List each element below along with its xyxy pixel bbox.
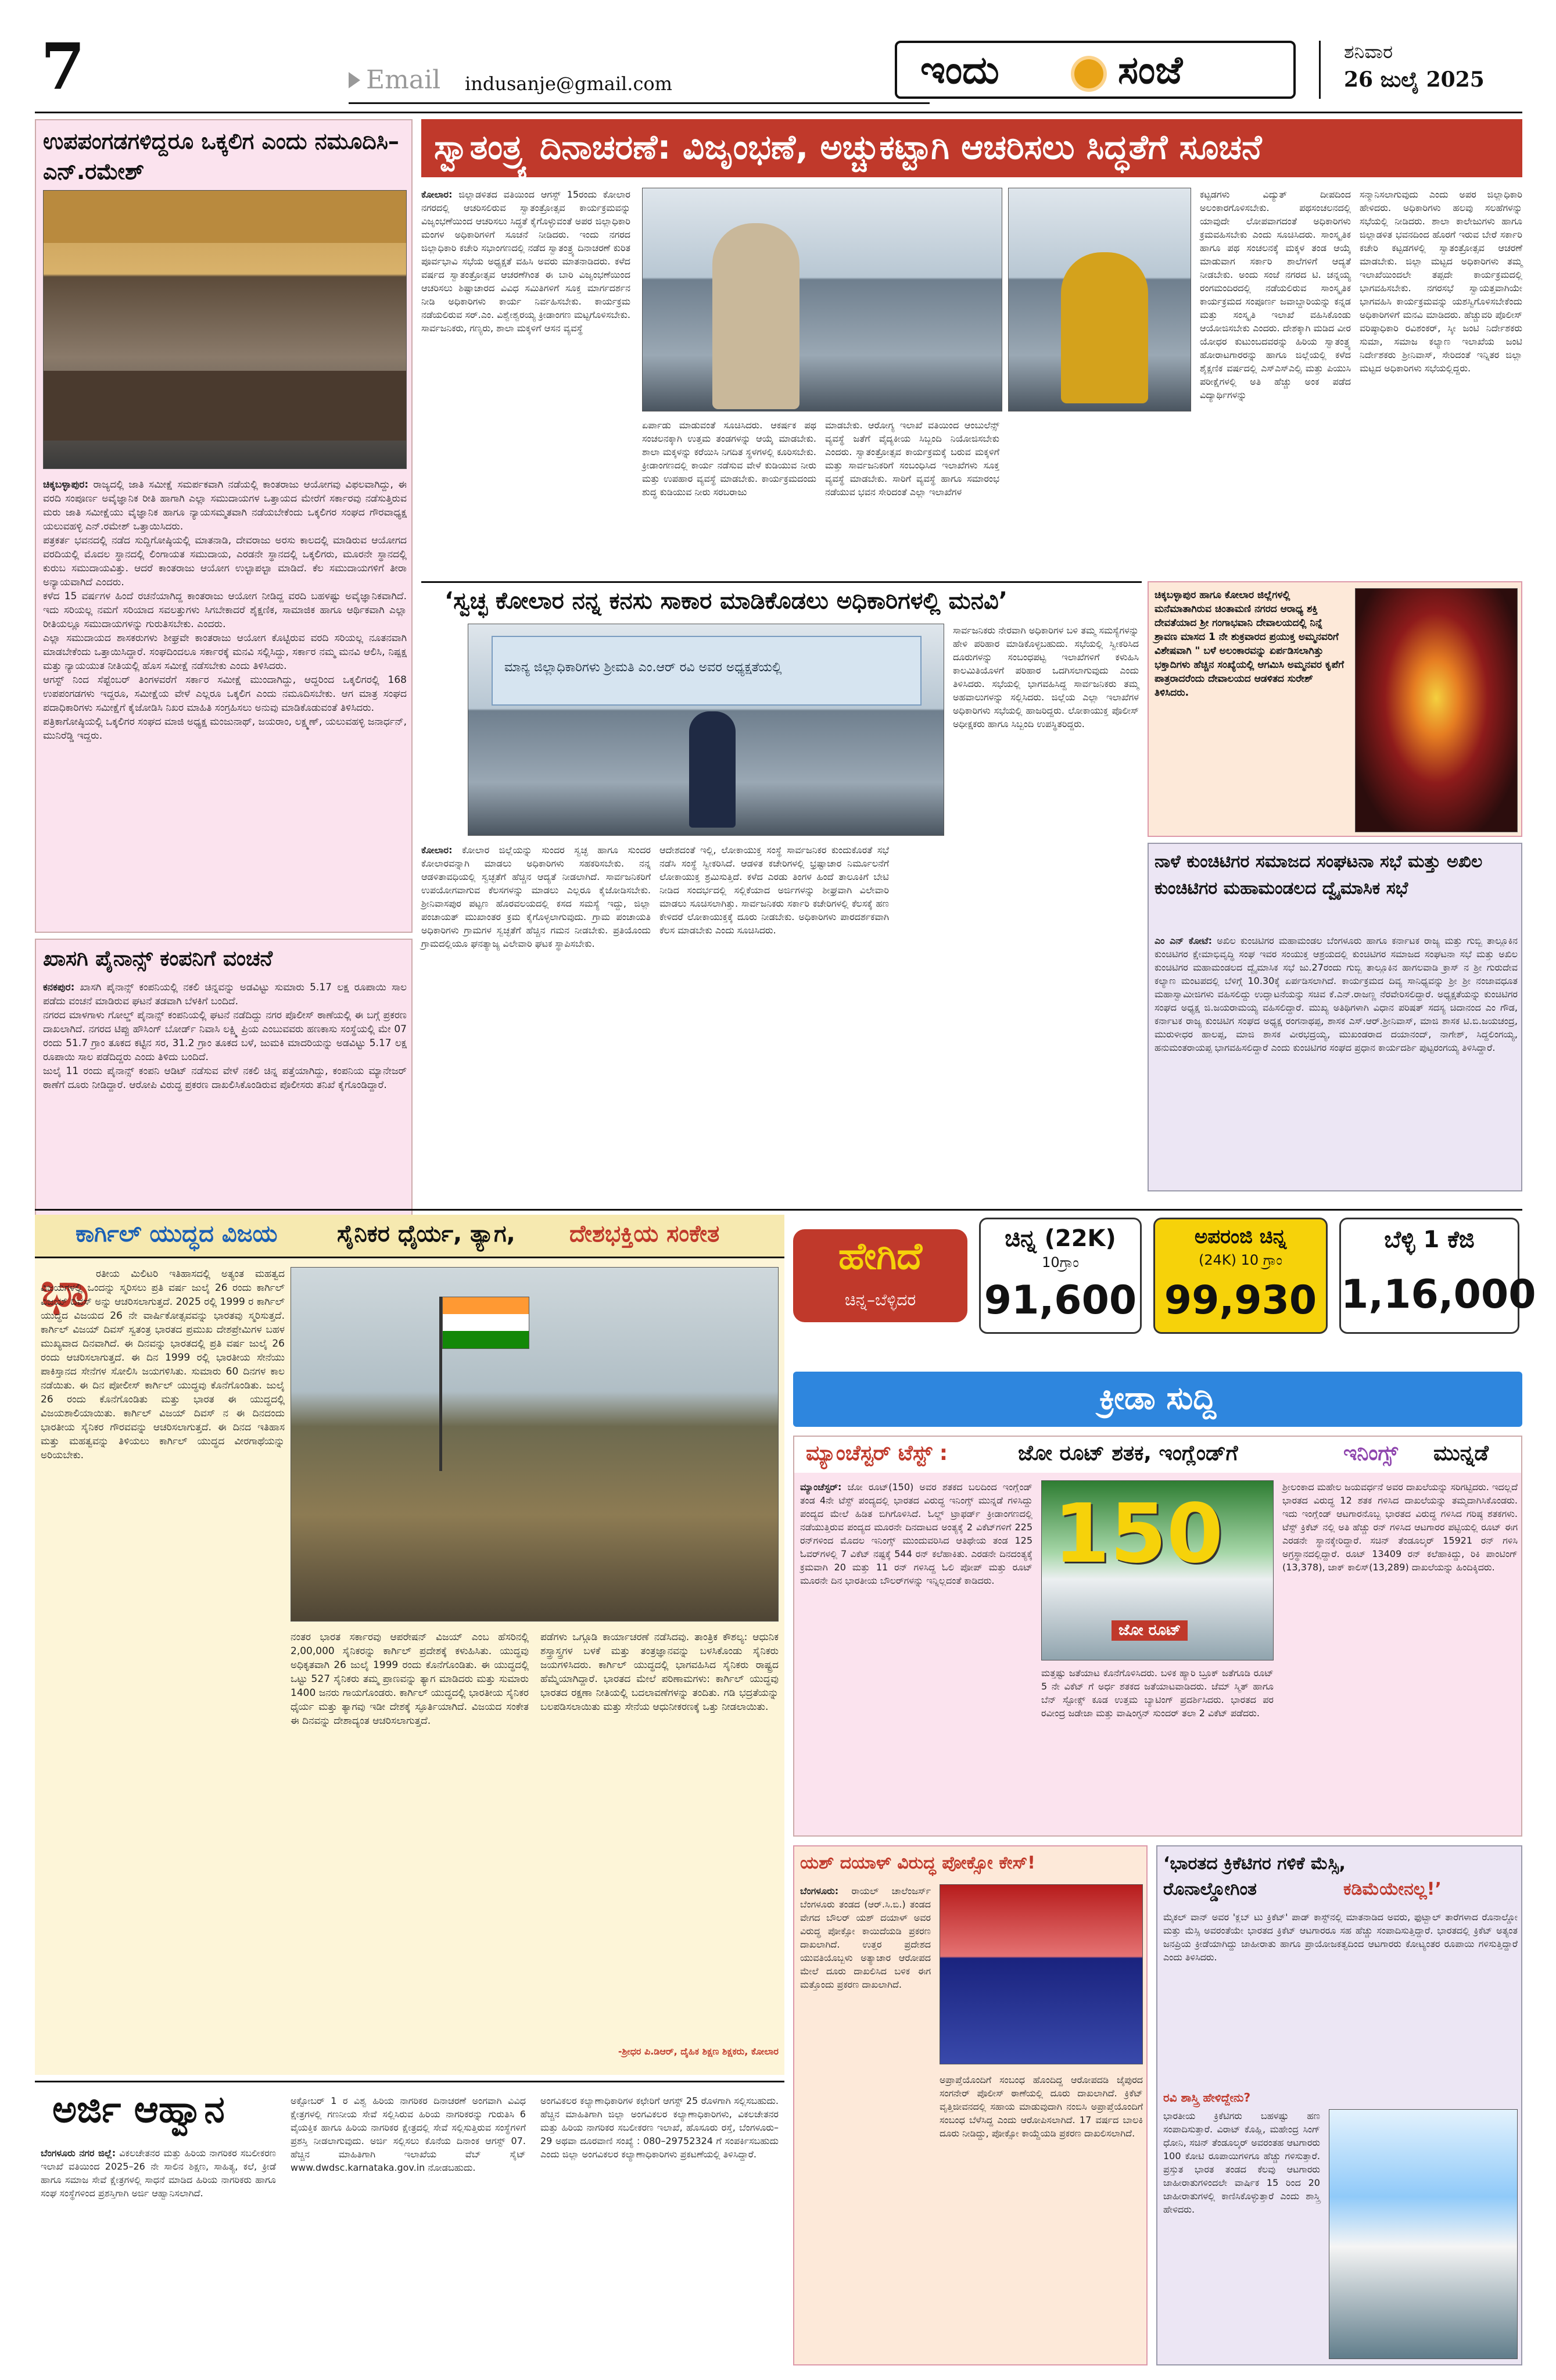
sports-banner: [793, 1372, 1522, 1427]
story-column: [1163, 2109, 1320, 2216]
paragraph: ಸನ್ಮಾನಿಸಲಾಗುವುದು ಎಂದು ಅಪರ ಜಿಲ್ಲಾಧಿಕಾರಿ ಹೇಳಿದರು. ಅಧಿಕಾರಿಗಳು ಹಲವು ಸಲಹೆಗಳನ್ನು ಸಭೆಯಲ್ಲಿ ನೀಡಿದರು. ಶಾಲಾ ಕಾಲೇಜುಗಳು ಹಾಗೂ ಜಿಲ್ಲಾಡಳಿತ ಭವನದಿಂದ ಹೊರಗೆ ಇರುವ ಬೇರೆ ಸರ್ಕಾರಿ ಕಚೇರಿ ಕಟ್ಟಡಗಳಲ್ಲಿ ಸ್ವಾತಂತ್ರೋತ್ಸವ ಆಚರಣೆ ಮಾಡಬೇಕು. ಜಿಲ್ಲಾ ಮಟ್ಟದ ಅಧಿಕಾರಿಗಳು ತಮ್ಮ ಇಲಾಖೆಯಿಂದಲೇ ತಪ್ಪದೇ ಕಾರ್ಯಕ್ರಮದಲ್ಲಿ ಭಾಗವಹಿಸಬೇಕು. ನಗರಸಭೆ ಸ್ವಾಯತ್ತವಾಗಿಯೇ ಭಾಗವಹಿಸಿ ಕಾರ್ಯಕ್ರಮವನ್ನು ಯಶಸ್ವಿಗೊಳಿಸಬೇಕೆಂದು ಅಧಿಕಾರಿಗಳಿಗೆ ಮನವಿ ಮಾಡಿದರು. ಹೆಚ್ಚುವರಿ ಪೊಲೀಸ್ ವರಿಷ್ಠಾಧಿಕಾರಿ ರವಿಶಂಕರ್, ಸ್ಕೀ ಜಂಟಿ ನಿರ್ದೇಶಕರು ಸುಮಾ, ಸಮಾಜ ಕಲ್ಯಾಣ ಇಲಾಖೆಯ ಜಂಟಿ ನಿರ್ದೇಶಕರು ಶ್ರೀನಿವಾಸ್, ಸೇರಿದಂತೆ ಇನ್ನಿತರ ಜಿಲ್ಲಾ ಮಟ್ಟದ ಅಧಿಕಾರಿಗಳು ಸಭೆಯಲ್ಲಿದ್ದರು.: [1360, 189, 1522, 374]
paragraph: ಪತ್ರಿಕಾಗೋಷ್ಠಿಯಲ್ಲಿ ಒಕ್ಕಲಿಗರ ಸಂಘದ ಮಾಜಿ ಅಧ್ಯಕ್ಷ ಮಂಜುನಾಥ್, ಜಯರಾಂ, ಲಕ್ಷ್ಮಣ್, ಯಲುವಹಳ್ಳಿ ಜನಾರ್ಧನ್, ಮುನಿರೆಡ್ಡಿ ಇದ್ದರು.: [43, 716, 407, 742]
paragraph: ಭಾರತೀಯ ಕ್ರಿಕೆಟಿಗರು ಬಹಳಷ್ಟು ಹಣ ಸಂಪಾದಿಸುತ್ತಾರೆ. ವಿರಾಟ್ ಕೊಹ್ಲಿ, ಮಹೇಂದ್ರ ಸಿಂಗ್ ಧೋನಿ, ಸಚಿನ್ ತೆಂಡೂಲ್ಕರ್ ಅವರಂತಹ ಆಟಗಾರರು 100 ಕೋಟಿ ರೂಪಾಯಿಗಳಿಗೂ ಹೆಚ್ಚು ಗಳಿಸುತ್ತಾರೆ. ಪ್ರಸ್ತುತ ಭಾರತ ತಂಡದ ಕೆಲವು ಆಟಗಾರರು ಜಾಹೀರಾತುಗಳಿಂದಲೇ ವಾರ್ಷಿಕ 15 ರಿಂದ 20 ಜಾಹೀರಾತುಗಳಲ್ಲಿ ಕಾಣಿಸಿಕೊಳ್ಳುತ್ತಾರೆ ಎಂದು ಶಾಸ್ತ್ರಿ ಹೇಳಿದರು.: [1163, 2110, 1320, 2215]
headline-part: ಕಾರ್ಗಿಲ್ ಯುದ್ಧದ ವಿಜಯ: [76, 1221, 278, 1247]
story-column: [825, 418, 999, 499]
box-label: ಬೆಳ್ಳಿ 1 ಕೆಜಿ: [1384, 1226, 1475, 1253]
dateline: ಮ್ಯಾಂಚೆಸ್ಟರ್:: [800, 1481, 842, 1493]
press-meet-photo: [43, 190, 407, 469]
photo-name-tag: ಜೋ ರೂಟ್: [1112, 1620, 1188, 1641]
headline-part: ರೊನಾಲ್ಡೋಗಿಂತ: [1163, 1879, 1257, 1899]
silver-box: [1339, 1218, 1536, 1334]
story-body: [43, 478, 407, 743]
headline-bar: [35, 1215, 784, 1258]
email-link[interactable]: indusanje@gmail.com: [465, 73, 672, 95]
story-column: [642, 418, 816, 499]
story-yash-dayal: [793, 1845, 1148, 2365]
banner-strip: [44, 191, 406, 243]
paragraph: ವಿಕಲಚೇತನರ ಮತ್ತು ಹಿರಿಯ ನಾಗರಿಕರ ಸಬಲೀಕರಣ ಇಲಾಖೆ ವತಿಯಿಂದ 2025–26 ನೇ ಸಾಲಿನ ಶಿಕ್ಷಣ, ಸಾಹಿತ್ಯ, ಕಲೆ, ಕ್ರೀಡೆ ಹಾಗೂ ಸಮಾಜ ಸೇವೆ ಕ್ಷೇತ್ರಗಳಲ್ಲಿ ಸಾಧನೆ ಮಾಡಿದ ಹಿರಿಯ ನಾಗರಿಕರು ಹಾಗೂ ಸಂಘ ಸಂಸ್ಥೆಗಳಿಂದ ಪ್ರಶಸ್ತಿಗಾಗಿ ಅರ್ಜಿ ಆಹ್ವಾನಿಸಲಾಗಿದೆ.: [41, 2148, 276, 2199]
paragraph: ರಾಜ್ಯದಲ್ಲಿ ಜಾತಿ ಸಮೀಕ್ಷೆ ಸಮರ್ಪಕವಾಗಿ ನಡೆಯಲ್ಲಿ ಕಾಂತರಾಜು ಆಯೋಗವು ವಿಫಲವಾಗಿದ್ದು, ಈ ವರದಿ ಸಂಪೂರ್ಣ ಅವೈಜ್ಞಾನಿಕ ರೀತಿ ಹಾಗಾಗಿ ಎಲ್ಲಾ ಸಮುದಾಯಗಳ ಒತ್ತಾಯದ ಮೇರೆಗೆ ಸರ್ಕಾರವು ನಡೆಸುತ್ತಿರುವ ಮರು ಜಾತಿ ಸಮೀಕ್ಷೆಯು ವೈಜ್ಞಾನಿಕ ಹಾಗೂ ನ್ಯಾಯಸಮ್ಮತವಾಗಿ ನಡೆಯಬೇಕೆಂದು ಒಕ್ಕಲಿಗರ ಸಂಘದ ಗೌರವಾಧ್ಯಕ್ಷ ಯಲುವಹಳ್ಳಿ ಎನ್.ರಮೇಶ್ ಒತ್ತಾಯಿಸಿದರು.: [43, 479, 407, 532]
woman-figure: [1061, 252, 1148, 403]
sports-banner-text: ಕ್ರೀಡಾ ಸುದ್ದಿ: [1099, 1380, 1216, 1416]
headline-bar: [421, 119, 1522, 177]
story-column: [421, 843, 651, 950]
headline: ಸ್ವಾತಂತ್ರ್ಯ ದಿನಾಚರಣೆ: ವಿಜೃಂಭಣೆ, ಅಚ್ಚುಕಟ್ಟಾಗಿ ಆಚರಿಸಲು ಸಿದ್ಧತೆಗೆ ಸೂಚನೆ: [434, 127, 1262, 167]
story-kargil: [35, 1215, 784, 2075]
dateline: ಕನಕಪುರ:: [43, 982, 75, 993]
story-root-century: [793, 1436, 1522, 1837]
paragraph: ಮೈಕಲ್ ವಾನ್ ಅವರ 'ಕ್ಲಬ್ ಟು ಕ್ರಿಕೆಟ್' ಪಾಡ್ ಕಾಸ್ಟ್‌ನಲ್ಲಿ ಮಾತನಾಡಿದ ಅವರು, ಫುಟ್ಬಾಲ್ ತಾರೆಗಳಾದ ರೊನಾಲ್ಡೋ ಮತ್ತು ಮೆಸ್ಸಿ ಅವರಂತೆಯೇ ಭಾರತದ ಕ್ರಿಕೆಟ್ ಆಟಗಾರರೂ ಸಹ ಹೆಚ್ಚು ಸಂಪಾದಿಸುತ್ತಿದ್ದಾರೆ. ಭಾರತದಲ್ಲಿ ಕ್ರಿಕೆಟ್ ಅತ್ಯಂತ ಜನಪ್ರಿಯ ಕ್ರೀಡೆಯಾಗಿದ್ದು ಜಾಹೀರಾತು ಹಾಗೂ ಪ್ರಾಯೋಜಕತ್ವದಿಂದ ಆಟಗಾರರು ಕೋಟ್ಯಂತರ ರೂಪಾಯಿ ಗಳಿಸುತ್ತಿದ್ದಾರೆ ಎಂದು ತಿಳಿಸಿದರು.: [1163, 1912, 1518, 1963]
goddess-photo: [1355, 588, 1518, 832]
story-finance-fraud: [35, 939, 413, 1261]
headline: ಯಶ್ ದಯಾಳ್ ವಿರುದ್ಧ ಪೋಕ್ಸೋ ಕೇಸ್!: [800, 1853, 1035, 1873]
headline-part: ದೇಶಭಕ್ತಿಯ ಸಂಕೇತ: [569, 1221, 720, 1247]
paragraph: ಜಿಲ್ಲಾಡಳಿತದ ವತಿಯಿಂದ ಆಗಸ್ಟ್ 15ರಂದು ಕೋಲಾರ ನಗರದಲ್ಲಿ ಆಚರಿಸಲಿರುವ ಸ್ವಾತಂತ್ರೋತ್ಸವ ಕಾರ್ಯಕ್ರಮವನ್ನು ವಿಜೃಂಭಣೆಯಿಂದ ಆಚರಿಸಲು ಸಿದ್ಧತೆ ಕೈಗೊಳ್ಳುವಂತೆ ಅಪರ ಜಿಲ್ಲಾಧಿಕಾರಿ ಮಂಗಳ ಅಧಿಕಾರಿಗಳಿಗೆ ಸೂಚನೆ ನೀಡಿದರು. ಇಂದು ನಗರದ ಜಿಲ್ಲಾಧಿಕಾರಿ ಕಚೇರಿ ಸಭಾಂಗಣದಲ್ಲಿ ನಡೆದ ಸ್ವಾತಂತ್ರ್ಯ ದಿನಾಚರಣೆ ಕುರಿತ ಪೂರ್ವಭಾವಿ ಸಭೆಯ ಅಧ್ಯಕ್ಷತೆ ವಹಿಸಿ ಅವರು ಮಾತನಾಡಿದರು. ಕಳೆದ ವರ್ಷದ ಸ್ವಾತಂತ್ರೋತ್ಸವ ಆಚರಣೆಗಿಂತ ಈ ಬಾರಿ ವಿಜೃಂಭಣೆಯಿಂದ ಆಚರಿಸಲು ಶಿಷ್ಟಾಚಾರದ ವಿವಿಧ ಸಮಿತಿಗಳಿಗೆ ಸೂಕ್ತ ಮಾರ್ಗದರ್ಶನ ನೀಡಿ ಅಧಿಕಾರಿಗಳು ಕಾರ್ಯ ನಿರ್ವಹಿಸಬೇಕು. ಕಾರ್ಯಕ್ರಮ ನಡೆಯಲಿರುವ ಸರ್.ಎಂ. ವಿಶ್ವೇಶ್ವರಯ್ಯ ಕ್ರೀಡಾಂಗಣ ಮಟ್ಟಗೊಳಿಸಬೇಕು. ಸಾರ್ವಜನಿಕರು, ಗಣ್ಯರು, ಶಾಲಾ ಮಕ್ಕಳಿಗೆ ಆಸನ ವ್ಯವಸ್ಥೆ: [421, 189, 631, 334]
masthead-underline: [349, 102, 930, 104]
email-label: Email: [366, 65, 441, 95]
paragraph: ಎಲ್ಲಾ ಸಮುದಾಯದ ಶಾಸಕರುಗಳು ಶೀಘ್ರವೇ ಕಾಂತರಾಜು ಆಯೋಗ ಕೊಟ್ಟಿರುವ ವರದಿ ಸರಿಯಲ್ಲ ನೂತನವಾಗಿ ಮಾಡಬೇಕೆಂದು ಒತ್ತಾಯಿಸಿದ್ದಾರೆ. ಸಂಘದಿಂದಲೂ ಸರ್ಕಾರಕ್ಕೆ ಮನವಿ ಸಲ್ಲಿಸಿದ್ದು, ಸರ್ಕಾರ ನಮ್ಮ ಮನವಿ ಆಲಿಸಿ, ನಿಷ್ಪಕ್ಷ ಮತ್ತು ನ್ಯಾಯಯುತ ನೀತಿಯಲ್ಲಿ ಹೊಸ ಸಮೀಕ್ಷೆ ನಡೆಸಬೇಕು ಎಂದು ತಿಳಿಸಿದರು.: [43, 632, 407, 672]
paragraph: ಮತ್ತಷ್ಟು ಜತೆಯಾಟ ಕೊನೆಗೊಳಿಸಿದರು. ಬಳಿಕ ಹ್ಯಾರಿ ಬ್ರೂಕ್ ಜತೆಗೂಡಿ ರೂಟ್ 5 ನೇ ವಿಕೆಟ್ ಗೆ ಅರ್ಧ ಶತಕದ ಜತೆಯಾಟವಾಡಿದರು. ಜೆಮ್ ಸ್ಮಿತ್ ಹಾಗೂ ಬೆನ್ ಸ್ಟೋಕ್ಸ್ ಕೂಡ ಉತ್ತಮ ಬ್ಯಾಟಿಂಗ್ ಪ್ರದರ್ಶಿಸಿದರು. ಭಾರತದ ಪರ ರವೀಂದ್ರ ಜಡೇಜಾ ಮತ್ತು ವಾಷಿಂಗ್ಟನ್ ಸುಂದರ್ ತಲಾ 2 ವಿಕೆಟ್ ಪಡೆದರು.: [1041, 1667, 1274, 1719]
box-value: 1,16,000: [1341, 1272, 1536, 1318]
dateline: ಬೆಂಗಳೂರು:: [800, 1885, 839, 1896]
story-column: [800, 1480, 1032, 1587]
section-rule: [35, 1209, 1522, 1211]
gold-22k-box: [979, 1218, 1142, 1334]
story-kunchitiga: [1148, 843, 1522, 1191]
headline-part: ಕಡಿಮೆಯೇನಲ್ಲ!’: [1343, 1879, 1442, 1899]
title-sub: ಚಿನ್ನ–ಬೆಳ್ಳಿದರ: [844, 1290, 916, 1309]
paragraph: ಏರ್ಪಾಡು ಮಾಡುವಂತೆ ಸೂಚಿಸಿದರು. ಆಕರ್ಷಕ ಪಥ ಸಂಚಲನಕ್ಕಾಗಿ ಉತ್ತಮ ತಂಡಗಳನ್ನು ಆಯ್ಕೆ ಮಾಡಬೇಕು. ಶಾಲಾ ಮಕ್ಕಳನ್ನು ಕರೆಯಿಸಿ ನಿಗದಿತ ಸ್ಥಳಗಳಲ್ಲಿ ಕೂರಿಸಬೇಕು. ಕ್ರೀಡಾಂಗಣದಲ್ಲಿ ಕಾರ್ಯ ನಡೆಸುವ ವೇಳೆ ಕುಡಿಯುವ ನೀರು ಮತ್ತು ಉಪಹಾರ ವ್ಯವಸ್ಥೆ ಮಾಡಬೇಕು. ಕಾರ್ಯಕ್ರಮದಂದು ಶುದ್ಧ ಕುಡಿಯುವ ನೀರು ಸರಬರಾಜು: [642, 420, 816, 498]
dateline: ಚಿಕ್ಕಬಳ್ಳಾಪುರ:: [43, 479, 89, 491]
paragraph: ರಾಯಲ್ ಚಾಲೆಂಜರ್ಸ್ ಬೆಂಗಳೂರು ತಂಡದ (ಆರ್.ಸಿ.ಬಿ.) ತಂಡದ ವೇಗದ ಬೌಲರ್ ಯಶ್ ದಯಾಳ್ ಅವರ ವಿರುದ್ಧ ಪೋಕ್ಸೋ ಕಾಯಿದೆಯಡಿ ಪ್ರಕರಣ ದಾಖಲಾಗಿದೆ. ಉತ್ತರ ಪ್ರದೇಶದ ಯುವತಿಯೊಬ್ಬಳು ಅತ್ಯಾಚಾರ ಆರೋಪದ ಮೇಲೆ ದೂರು ದಾಖಲಿಸಿದ ಬಳಿಕ ಈಗ ಮತ್ತೊಂದು ಪ್ರಕರಣ ದಾಖಲಾಗಿದೆ.: [800, 1885, 931, 1990]
photo-number: 150: [1053, 1487, 1224, 1581]
paragraph: ಅಂಗವಿಕಲರ ಕಲ್ಯಾಣಾಧಿಕಾರಿಗಳ ಕಛೇರಿಗೆ ಆಗಸ್ಟ್ 25 ರೊಳಗಾಗಿ ಸಲ್ಲಿಸಬಹುದು. ಹೆಚ್ಚಿನ ಮಾಹಿತಿಗಾಗಿ ಜಿಲ್ಲಾ ಅಂಗವಿಕಲರ ಕಲ್ಯಾಣಾಧಿಕಾರಿಗಳು, ವಿಕಲಚೇತನರ ಮತ್ತು ಹಿರಿಯ ನಾಗರಿಕರ ಸಬಲೀಕರಣ ಇಲಾಖೆ, ಹೊಸೂರು ರಸ್ತೆ, ಬೆಂಗಳೂರು–29 ಅಥವಾ ದೂರವಾಣಿ ಸಂಖ್ಯೆ : 080–29752324 ಗೆ ಸಂಪರ್ಕಿಸಬಹುದು ಎಂದು ಜಿಲ್ಲಾ ಅಂಗವಿಕಲರ ಕಲ್ಯಾಣಾಧಿಕಾರಿಗಳು ಪ್ರಕಟಣೆಯಲ್ಲಿ ತಿಳಿಸಿದ್ದಾರೆ.: [540, 2095, 779, 2160]
story-text: ಚಿಕ್ಕಬಳ್ಳಾಪುರ ಹಾಗೂ ಕೋಲಾರ ಜಿಲ್ಲೆಗಳಲ್ಲಿ ಮನೆಮಾತಾಗಿರುವ ಚಿಂತಾಮಣಿ ನಗರದ ಆರಾಧ್ಯ ಶಕ್ತಿ ದೇವತೆಯಾದ ಶ್ರೀ ಗಂಗಾಭವಾನಿ ದೇವಾಲಯದಲ್ಲಿ ನಿನ್ನೆ ಶ್ರಾವಣ ಮಾಸದ 1 ನೇ ಶುಕ್ರವಾರದ ಪ್ರಯುಕ್ತ ಅಮ್ಮನವರಿಗೆ ವಿಶೇಷವಾಗಿ " ಬಳೆ ಅಲಂಕಾರವನ್ನು ಏರ್ಪಡಿಸಲಾಗಿತ್ತು ಭಕ್ತಾದಿಗಳು ಹೆಚ್ಚಿನ ಸಂಖ್ಯೆಯಲ್ಲಿ ಆಗಮಿಸಿ ಅಮ್ಮನವರ ಕೃಪೆಗೆ ಪಾತ್ರರಾದರೆಂದು ದೇವಾಲಯದ ಆಡಳಿತದ ಸುರೇಶ್ ತಿಳಿಸಿದರು.: [1155, 589, 1345, 699]
story-column: [41, 1267, 285, 1462]
headline: ಅರ್ಜಿ ಆಹ್ವಾನ: [52, 2088, 225, 2131]
story-column: [1282, 1480, 1518, 1574]
logo-left-text: ಇಂದು: [920, 48, 999, 92]
page-number: 7: [41, 29, 85, 104]
masthead: [0, 0, 1556, 110]
flag-icon: [442, 1297, 529, 1349]
story-clean-kolar: [421, 581, 1142, 1191]
box-value: 91,600: [984, 1277, 1137, 1323]
headline-part: ಜೋ ರೂಟ್ ಶತಕ, ಇಂಗ್ಲೆಂಡ್‌ಗೆ: [1018, 1441, 1238, 1465]
stage-banner: [492, 636, 922, 706]
dateline: ಕೋಲಾರ:: [421, 189, 453, 200]
email-arrow-icon: [349, 72, 360, 88]
officer-figure: [712, 223, 799, 409]
paragraph: ಅಪ್ರಾಪ್ತೆಯೊಂದಿಗೆ ಸಂಬಂಧ ಹೊಂದಿದ್ದ ಆರೋಪದಡಿ ಜೈಪುರದ ಸಂಗನೇರ್ ಪೊಲೀಸ್ ಠಾಣೆಯಲ್ಲಿ ದೂರು ದಾಖಲಾಗಿದೆ. ಕ್ರಿಕೆಟ್ ವೃತ್ತಿಜೀವನದಲ್ಲಿ ಸಹಾಯ ಮಾಡುವುದಾಗಿ ನಂಬಿಸಿ ಅಪ್ರಾಪ್ತೆಯೊಂದಿಗೆ ಸಂಬಂಧ ಬೆಳೆಸಿದ್ದ ಎಂದು ಆರೋಪಿಸಲಾಗಿದೆ. 17 ವರ್ಷದ ಬಾಲಕಿ ದೂರು ನೀಡಿದ್ದು, ಪೋಕ್ಸೋ ಕಾಯ್ದೆಯಡಿ ಪ್ರಕರಣ ದಾಖಲಿಸಲಾಗಿದೆ.: [940, 2074, 1143, 2139]
gold-title: [793, 1229, 967, 1322]
gold-24k-box: [1153, 1218, 1328, 1334]
paragraph: ಕಳೆದ 15 ವರ್ಷಗಳ ಹಿಂದೆ ರಚನೆಯಾಗಿದ್ದ ಕಾಂತರಾಜು ಆಯೋಗ ನೀಡಿದ್ದ ವರದಿ ಬಹಳಷ್ಟು ಅವೈಜ್ಞಾನಿಕವಾಗಿದೆ. ಇದು ಸರಿಯಲ್ಲ ನಮಗೆ ಸರಿಯಾದ ಸವಲತ್ತುಗಳು ಸಿಗಬೇಕಾದರೆ ಶೈಕ್ಷಣಿಕ, ಸಾಮಾಜಿಕ ಹಾಗೂ ಆರ್ಥಿಕವಾಗಿ ಎಲ್ಲಾ ರೀತಿಯಲ್ಲೂ ಸಮುದಾಯಗಳನ್ನು ಗುರುತಿಸಬೇಕು. ಎಂದರು.: [43, 590, 407, 630]
story-column: [291, 1630, 529, 1728]
flag-pole: [439, 1297, 442, 1471]
masthead-rule: [35, 112, 1522, 113]
paragraph: ಪತ್ರಕರ್ತ ಭವನದಲ್ಲಿ ನಡೆದ ಸುದ್ದಿಗೋಷ್ಠಿಯಲ್ಲಿ ಮಾತನಾಡಿ, ದೇವರಾಜು ಅರಸು ಕಾಲದಲ್ಲಿ ಮಾಡಿರುವ ಆಯೋಗದ ವರದಿಯಲ್ಲಿ ಮೊದಲ ಸ್ಥಾನದಲ್ಲಿ ಲಿಂಗಾಯತ ಸಮುದಾಯ, ಎರಡನೇ ಸ್ಥಾನದಲ್ಲಿ ಒಕ್ಕಲಿಗರು, ಮೂರನೇ ಸ್ಥಾನದಲ್ಲಿ ಕುರುಬ ಸಮುದಾಯವಿತ್ತು. ಆದರೆ ಕಾಂತರಾಜು ಆಯೋಗ ಉಲ್ಟಾಪಲ್ಟಾ ಮಾಡಿದೆ. ಕೆಲ ಸಮುದಾಯಗಳಿಗೆ ತೀರಾ ಅನ್ಯಾಯವಾಗಿದೆ ಎಂದರು.: [43, 535, 407, 588]
headline: ನಾಳೆ ಕುಂಚಿಟಿಗರ ಸಮಾಜದ ಸಂಘಟನಾ ಸಭೆ ಮತ್ತು ಅಖಿಲ ಕುಂಚಿಟಿಗರ ಮಹಾಮಂಡಲದ ದ್ವೈಮಾಸಿಕ ಸಭೆ: [1155, 851, 1483, 899]
paragraph: ಅಖಿಲ ಕುಂಚಿಟಿಗರ ಮಹಾಮಂಡಲ ಬೆಂಗಳೂರು ಹಾಗೂ ಕರ್ನಾಟಕ ರಾಜ್ಯ ಮತ್ತು ಗುಬ್ಬಿ ತಾಲ್ಲೂಕಿನ ಕುಂಚಿಟಿಗರ ಕ್ಷೇಮಾಭಿವೃದ್ಧಿ ಸಂಘ ಇವರ ಸಂಯುಕ್ತ ಆಶ್ರಯದಲ್ಲಿ ಕುಂಚಿಟಿಗರ ಸಮಾಜದ ಸಂಘಟನಾ ಸಭೆ ಮತ್ತು ಅಖಿಲ ಕುಂಚಿಟಿಗರ ಮಹಾಮಂಡಲದ ದ್ವೈಮಾಸಿಕ ಸಭೆ ಜು.27ರಂದು ಗುಬ್ಬಿ ತಾಲ್ಲೂಕಿನ ಹಾಗಲವಾಡಿ ಕ್ರಾಸ್ ನ ಶ್ರೀ ಗುರುದೇವ ಕಲ್ಯಾಣ ಮಂಟಪದಲ್ಲಿ ಬೆಳಿಗ್ಗೆ 10.30ಕ್ಕೆ ಏರ್ಪಡಿಸಲಾಗಿದೆ. ಕಾರ್ಯಕ್ರಮದ ದಿವ್ಯ ಸಾನಿಧ್ಯವನ್ನು ಶ್ರೀ ಶ್ರೀ ನಂಜಾವಧೂತ ಮಹಾಸ್ವಾಮೀಜಿಗಳು ವಹಿಸಲಿದ್ದು ಉದ್ಘಾಟನೆಯನ್ನು ಸಚಿವ ಕೆ.ಎನ್.ರಾಜಣ್ಣ ನೆರವೇರಿಸಲಿದ್ದಾರೆ. ಅಧ್ಯಕ್ಷತೆಯನ್ನು ಕುಂಚಿಟಿಗರ ಸಂಘದ ಅಧ್ಯಕ್ಷ ಜಿ.ಜಯರಾಮಯ್ಯ ವಹಿಸಲಿದ್ದಾರೆ. ಮುಖ್ಯ ಅತಿಥಿಗಳಾಗಿ ವಿಧಾನ ಪರಿಷತ್ ಸದಸ್ಯ ಚಿದಾನಂದ ಎಂ ಗೌಡ, ಕರ್ನಾಟಕ ರಾಜ್ಯ ಕುಂಚಿಟಿಗ ಸಂಘದ ಅಧ್ಯಕ್ಷ ರಂಗನಾಥಪ್ಪ, ಶಾಸಕ ಎಸ್.ಆರ್.ಶ್ರೀನಿವಾಸ್, ಮಾಜಿ ಶಾಸಕ ಟಿ.ಬಿ.ಜಯಚಂದ್ರ, ಮುರುಳೀಧರ ಹಾಲಪ್ಪ, ಮಾಜಿ ಶಾಸಕ ವೀರಭದ್ರಯ್ಯ, ಮುಖಂಡರಾದ ದಯಾನಂದ್, ನಾಗೇಶ್, ಸಿದ್ದಲಿಂಗಯ್ಯ, ಹನುಮಂತರಾಯಪ್ಪ ಭಾಗವಹಿಸಲಿದ್ದಾರೆ ಎಂದು ಕುಂಚಿಟಿಗರ ಸಂಘದ ಪ್ರಧಾನ ಕಾರ್ಯದರ್ಶಿ ಪುಟ್ಟರಂಗಯ್ಯ ತಿಳಿಸಿದ್ದಾರೆ.: [1155, 935, 1518, 1053]
box-label: ಅಪರಂಜಿ ಚಿನ್ನ: [1194, 1225, 1287, 1248]
meeting-photo-2: [1008, 188, 1191, 411]
speaker-figure: [689, 711, 736, 828]
paragraph: ಖಾಸಗಿ ಪೈನಾನ್ಸ್ ಕಂಪನಿಯಲ್ಲಿ ನಕಲಿ ಚಿನ್ನವನ್ನು ಅಡವಿಟ್ಟು ಸುಮಾರು 5.17 ಲಕ್ಷ ರೂಪಾಯಿ ಸಾಲ ಪಡೆದು ವಂಚನೆ ಮಾಡಿರುವ ಘಟನೆ ತಡವಾಗಿ ಬೆಳಕಿಗೆ ಬಂದಿದೆ.: [43, 982, 407, 1007]
story-column: [953, 624, 1139, 731]
headline: ಉಪಪಂಗಡಗಳಿದ್ದರೂ ಒಕ್ಕಲಿಗ ಎಂದು ನಮೂದಿಸಿ– ಎನ್.ರಮೇಶ್: [43, 128, 399, 184]
story-column: [1041, 1666, 1274, 1720]
headline-part: ಮ್ಯಾಂಚೆಸ್ಟರ್ ಟೆಸ್ಟ್ :: [806, 1441, 948, 1465]
dropcap: ಭಾ: [41, 1263, 89, 1317]
dateline: ಎಂ ಎನ್ ಕೋಟೆ:: [1155, 935, 1213, 946]
headline: ಖಾಸಗಿ ಪೈನಾನ್ಸ್ ಕಂಪನಿಗೆ ವಂಚನೆ: [43, 947, 273, 971]
story-column: [1360, 188, 1522, 375]
paragraph: ನಂತರ ಭಾರತ ಸರ್ಕಾರವು ಆಪರೇಷನ್ ವಿಜಯ್ ಎಂಬ ಹೆಸರಿನಲ್ಲಿ 2,00,000 ಸೈನಿಕರನ್ನು ಕಾರ್ಗಿಲ್ ಪ್ರದೇಶಕ್ಕೆ ಕಳುಹಿಸಿತು. ಯುದ್ಧವು ಅಧಿಕೃತವಾಗಿ 26 ಜುಲೈ 1999 ರಂದು ಕೊನೆಗೊಂಡಿತು. ಈ ಯುದ್ಧದಲ್ಲಿ ಒಟ್ಟು 527 ಸೈನಿಕರು ತಮ್ಮ ಪ್ರಾಣವನ್ನು ತ್ಯಾಗ ಮಾಡಿದರು ಮತ್ತು ಸುಮಾರು 1400 ಜನರು ಗಾಯಗೊಂಡರು. ಕಾರ್ಗಿಲ್ ಯುದ್ಧದಲ್ಲಿ ಭಾರತೀಯ ಸೈನಿಕರ ಧೈರ್ಯ ಮತ್ತು ತ್ಯಾಗವು ಇಡೀ ದೇಶಕ್ಕೆ ಸ್ಫೂರ್ತಿಯಾಗಿದೆ. ವಿಜಯದ ಸಂಕೇತ ಈ ದಿನವನ್ನು ದೇಶಾದ್ಯಂತ ಆಚರಿಸಲಾಗುತ್ತದೆ.: [291, 1631, 529, 1727]
paragraph: ಜುಲೈ 11 ರಂದು ಪೈನಾನ್ಸ್ ಕಂಪನಿ ಆಡಿಟ್ ನಡೆಸುವ ವೇಳೆ ನಕಲಿ ಚಿನ್ನ ಪತ್ತೆಯಾಗಿದ್ದು, ಕಂಪನಿಯ ಮ್ಯಾನೇಜರ್ ಠಾಣೆಗೆ ದೂರು ನೀಡಿದ್ದಾರೆ. ಆರೋಪಿ ವಿರುದ್ಧ ಪ್ರಕರಣ ದಾಖಲಿಸಿಕೊಂಡಿರುವ ಪೊಲೀಸರು ತನಿಖೆ ಕೈಗೊಂಡಿದ್ದಾರೆ.: [43, 1065, 407, 1091]
story-column: [800, 1884, 931, 1991]
story-okkaliga: [35, 119, 413, 933]
gold-rate-panel: [793, 1218, 1536, 1363]
headline-part: ‘ಭಾರತದ ಕ್ರಿಕೆಟಿಗರ ಗಳಿಕೆ ಮೆಸ್ಸಿ,: [1163, 1853, 1346, 1874]
logo-right-text: ಸಂಜೆ: [1118, 48, 1183, 92]
author-signature: -ಶ್ರೀಧರ ಪಿ.ಡಿಆರ್, ದೈಹಿಕ ಶಿಕ್ಷಣ ಶಿಕ್ಷಕರು, ಕೋಲಾರ: [618, 2046, 779, 2057]
yash-dayal-photo: [940, 1884, 1143, 2064]
paragraph: ಆಗಸ್ಟ್ ನಿಂದ ಸೆಪ್ಟೆಂಬರ್ ತಿಂಗಳವರೆಗೆ ಸರ್ಕಾರ ಸಮೀಕ್ಷೆ ಮುಂದಾಗಿದ್ದು, ಆದ್ದರಿಂದ ಒಕ್ಕಲಿಗರಲ್ಲಿ 168 ಉಪಪಂಗಡಗಳು ಇದ್ದರೂ, ಸಮೀಕ್ಷೆಯ ವೇಳೆ ಎಲ್ಲರೂ ಒಕ್ಕಲಿಗ ಎಂದು ನಮೂದಿಸಬೇಕು. ಆಗ ಮಾತ್ರ ಸಂಘದ ಪದಾಧಿಕಾರಿಗಳು ಸಮೀಕ್ಷೆಗೆ ಕೈಜೋಡಿಸಿ ನಿಖರ ಮಾಹಿತಿ ಸಂಗ್ರಹಿಸಲು ಅನುವು ಮಾಡಿಕೊಡುವಂತೆ ತಿಳಿಸಿದರು.: [43, 674, 407, 714]
ravi-shastri-photo: [1329, 2109, 1518, 2359]
story-column: [659, 843, 889, 937]
headline-bar: [794, 1437, 1521, 1473]
story-column: [1200, 188, 1351, 402]
meeting-photo: [642, 188, 1002, 411]
logo: [895, 41, 1296, 99]
joe-root-photo: [1041, 1480, 1274, 1660]
banner-text: ಮಾನ್ಯ ಜಿಲ್ಲಾಧಿಕಾರಿಗಳು ಶ್ರೀಮತಿ ಎಂ.ಆರ್ ರವಿ ಅವರ ಅಧ್ಯಕ್ಷತೆಯಲ್ಲಿ: [504, 660, 782, 675]
dateline: ಕೋಲಾರ:: [421, 844, 453, 856]
story-temple: [1148, 581, 1522, 837]
box-label: ಚಿನ್ನ (22K): [1005, 1225, 1116, 1252]
story-body: [1163, 1910, 1518, 1964]
dateline: ಬೆಂಗಳೂರು ನಗರ ಜಿಲ್ಲೆ:: [41, 2148, 116, 2159]
paragraph: ಅಕ್ಟೋಬರ್ 1 ರ ವಿಶ್ವ ಹಿರಿಯ ನಾಗರಿಕರ ದಿನಾಚರಣೆ ಅಂಗವಾಗಿ ವಿವಿಧ ಕ್ಷೇತ್ರಗಳಲ್ಲಿ ಗಣನೀಯ ಸೇವೆ ಸಲ್ಲಿಸಿರುವ ಹಿರಿಯ ನಾಗರಿಕರನ್ನು ಗುರುತಿಸಿ 6 ವೈಯಕ್ತಿಕ ಹಾಗೂ ಹಿರಿಯ ನಾಗರಿಕರ ಕ್ಷೇತ್ರದಲ್ಲಿ ಸೇವೆ ಸಲ್ಲಿಸುತ್ತಿರುವ ಸಂಸ್ಥೆಗಳಿಗೆ ಪ್ರಶಸ್ತಿ ನೀಡಲಾಗುವುದು. ಅರ್ಜಿ ಸಲ್ಲಿಸಲು ಕೊನೆಯ ದಿನಾಂಕ ಆಗಸ್ಟ್ 07. ಹೆಚ್ಚಿನ ಮಾಹಿತಿಗಾಗಿ ಇಲಾಖೆಯ ವೆಬ್ ಸೈಟ್ www.dwdsc.karnataka.gov.in ನೋಡಬಹುದು.: [291, 2095, 526, 2173]
story-cricketers-earnings: [1156, 1845, 1522, 2365]
sun-icon: [1074, 59, 1103, 88]
paragraph: ಆದೇಶದಂತೆ ಇಲ್ಲಿ, ಲೋಕಾಯುಕ್ತ ಸಂಸ್ಥೆ ಸಾರ್ವಜನಿಕರ ಕುಂದುಕೊರತೆ ಸಭೆ ನಡೆಸಿ ಸಂಸ್ಥೆ ಸ್ವೀಕರಿಸಿದೆ. ಆಡಳಿತ ಕಚೇರಿಗಳಲ್ಲಿ ಭ್ರಷ್ಟಾಚಾರ ನಿರ್ಮೂಲನೆಗೆ ಲೋಕಾಯುಕ್ತ ಶ್ರಮಿಸುತ್ತಿದೆ. ಕಳೆದ ಎರಡು ತಿಂಗಳ ಹಿಂದೆ ತಾಲೂಕಿಗೆ ಬೇಟಿ ನೀಡಿದ ಸಂದರ್ಭದಲ್ಲಿ ಸಲ್ಲಿಕೆಯಾದ ಅರ್ಜಿಗಳನ್ನು ಶೀಘ್ರವಾಗಿ ವಿಲೇವಾರಿ ಮಾಡಲು ಸೂಚಿಸಲಾಗಿತ್ತು. ಸಾರ್ವಜನಿಕರು ಸರ್ಕಾರಿ ಕಚೇರಿಗಳಲ್ಲಿ ಕೆಲಸಕ್ಕೆ ಹಣ ಕೇಳಿದರೆ ಲೋಕಾಯುಕ್ತಕ್ಕೆ ದೂರು ನೀಡಬೇಕು. ಅಧಿಕಾರಿಗಳು ಪಾರದರ್ಶಕವಾಗಿ ಕೆಲಸ ಮಾಡಬೇಕು ಎಂದು ಸೂಚಿಸಿದರು.: [659, 844, 889, 936]
paragraph: ರತೀಯ ಮಿಲಿಟರಿ ಇತಿಹಾಸದಲ್ಲಿ ಅತ್ಯಂತ ಮಹತ್ವದ ವಿಜಯಗಳಲ್ಲಿ ಒಂದನ್ನು ಸ್ಮರಿಸಲು ಪ್ರತಿ ವರ್ಷ ಜುಲೈ 26 ರಂದು ಕಾರ್ಗಿಲ್ ವಿಜಯ್ ದಿವಸ್ ಅನ್ನು ಆಚರಿಸಲಾಗುತ್ತದೆ. 2025 ರಲ್ಲಿ 1999 ರ ಕಾರ್ಗಿಲ್ ಯುದ್ಧದ ವಿಜಯದ 26 ನೇ ವಾರ್ಷಿಕೋತ್ಸವವನ್ನು ಭಾರತವು ಸ್ಮರಿಸುತ್ತದೆ. ಕಾರ್ಗಿಲ್ ವಿಜಯ್ ದಿವಸ್ ಸ್ವತಂತ್ರ ಭಾರತದ ಪ್ರಮುಖ ದೇಶಪ್ರೇಮಿಗಳ ಬಹಳ ಮುಖ್ಯವಾದ ದಿನವಾಗಿದೆ. ಈ ದಿನವನ್ನು ಭಾರತದಲ್ಲಿ ಪ್ರತಿ ವರ್ಷ ಜುಲೈ 26 ರಂದು ಆಚರಿಸಲಾಗುತ್ತದೆ. ಈ ದಿನ 1999 ರಲ್ಲಿ ಭಾರತೀಯ ಸೇನೆಯು ಪಾಕಿಸ್ತಾನದ ಸೇನೆಗಳ ಸೋಲಿಸಿ ಜಯಗಳಿಸಿತು. ಸುಮಾರು 60 ದಿನಗಳ ಕಾಲ ನಡೆಯಿತು. ಈ ದಿನ ಪೋಲೀಸ್ ಕಾರ್ಗಿಲ್ ಯುದ್ಧವು ಕೊನೆಗೊಂಡಿತು. ಜುಲೈ 26 ರಂದು ಕೊನೆಗೊಂಡಿತು ಮತ್ತು ಭಾರತ ಈ ಯುದ್ಧದಲ್ಲಿ ವಿಜಯಶಾಲಿಯಾಯಿತು. ಕಾರ್ಗಿಲ್ ವಿಜಯ್ ದಿವಸ್ ನ ಈ ದಿನದಂದು ಭಾರತೀಯ ಸೈನಿಕರ ಗೌರವವನ್ನು ಆಚರಿಸಲಾಗುತ್ತದೆ. ಈ ದಿನದ ಇತಿಹಾಸ ಮತ್ತು ಮಹತ್ವವನ್ನು ತಿಳಿಯಲು ಕಾರ್ಗಿಲ್ ಯುದ್ಧದ ವೀರಗಾಥೆಯನ್ನು ಅರಿಯಬೇಕು.: [41, 1268, 285, 1461]
box-value: 99,930: [1164, 1277, 1317, 1323]
paragraph: ಸಾರ್ವಜನಿಕರು ನೇರವಾಗಿ ಅಧಿಕಾರಿಗಳ ಬಳಿ ತಮ್ಮ ಸಮಸ್ಯೆಗಳನ್ನು ಹೇಳಿ ಪರಿಹಾರ ಮಾಡಿಕೊಳ್ಳಬಹುದು. ಸಭೆಯಲ್ಲಿ ಸ್ವೀಕರಿಸಿದ ದೂರುಗಳನ್ನು ಸಂಬಂಧಪಟ್ಟ ಇಲಾಖೆಗಳಿಗೆ ಕಳುಹಿಸಿ ಕಾಲಮಿತಿಯೊಳಗೆ ಪರಿಹಾರ ಒದಗಿಸಲಾಗುವುದು ಎಂದು ತಿಳಿಸಿದರು. ಸಭೆಯಲ್ಲಿ ಭಾಗವಹಿಸಿದ್ದ ಸಾರ್ವಜನಿಕರು ತಮ್ಮ ಅಹವಾಲುಗಳನ್ನು ಸಲ್ಲಿಸಿದರು. ಜಿಲ್ಲೆಯ ಎಲ್ಲಾ ಇಲಾಖೆಗಳ ಅಧಿಕಾರಿಗಳು ಸಭೆಯಲ್ಲಿ ಹಾಜರಿದ್ದರು. ಲೋಕಾಯುಕ್ತ ಪೊಲೀಸ್ ಅಧೀಕ್ಷಕರು ಹಾಗೂ ಸಿಬ್ಬಂದಿ ಉಪಸ್ಥಿತರಿದ್ದರು.: [953, 625, 1139, 729]
subhead: ರವಿ ಶಾಸ್ತ್ರಿ ಹೇಳಿದ್ದೇನು?: [1163, 2091, 1251, 2105]
headline-part: ಇನಿಂಗ್ಸ್: [1343, 1441, 1398, 1465]
paragraph: ನಗರದ ಮಾಳಗಾಳು ಗೋಲ್ಡ್ ಪೈನಾನ್ಸ್ ಕಂಪನಿಯಲ್ಲಿ ಘಟನೆ ನಡೆದಿದ್ದು ನಗರ ಪೊಲೀಸ್ ಠಾಣೆಯಲ್ಲಿ ಈ ಬಗ್ಗೆ ಪ್ರಕರಣ ದಾಖಲಾಗಿದೆ. ನಗರದ ಟಿಪ್ಪು ಹೌಸಿಂಗ್ ಬೋರ್ಡ್ ನಿವಾಸಿ ಲಕ್ಷ್ಮಿ ಪ್ರಿಯ ಎಂಬುವವರು ಹಣಕಾಸು ಸಂಸ್ಥೆಯಲ್ಲಿ ಮೇ 07 ರಂದು 51.7 ಗ್ರಾಂ ತೂಕದ ಕಟ್ಟಿನ ಸರ, 31.2 ಗ್ರಾಂ ತೂಕದ ಬಳೆ, ಜುಮಕಿ ಮಾದರಿಯನ್ನು ಅಡವಿಟ್ಟು 5.17 ಲಕ್ಷ ರೂಪಾಯಿ ಸಾಲ ಪಡೆದಿದ್ದರು ಎಂದು ತಿಳಿದು ಬಂದಿದೆ.: [43, 1010, 407, 1063]
story-application: [35, 2081, 784, 2365]
box-unit: (24K) 10 ಗ್ರಾಂ: [1199, 1252, 1282, 1268]
headline: ‘ಸ್ವಚ್ಛ ಕೋಲಾರ ನನ್ನ ಕನಸು ಸಾಕಾರ ಮಾಡಿಕೊಡಲು ಅಧಿಕಾರಿಗಳಲ್ಲಿ ಮನವಿ’: [444, 588, 1008, 614]
soldiers-photo: [291, 1267, 779, 1622]
paragraph: ಕೋಲಾರ ಜಿಲ್ಲೆಯನ್ನು ಸುಂದರ ಸ್ವಚ್ಛ ಹಾಗೂ ಸುಂದರ ಕೋಲಾರವನ್ನಾಗಿ ಮಾಡಲು ಅಧಿಕಾರಿಗಳು ಸಹಕರಿಸಬೇಕು. ನನ್ನ ಆಡಳಿತಾವಧಿಯಲ್ಲಿ ಸ್ವಚ್ಛತೆಗೆ ಹೆಚ್ಚಿನ ಆದ್ಯತೆ ನೀಡಲಾಗಿದೆ. ಸಾರ್ವಜನಿಕರಿಗೆ ಉಪಯೋಗವಾಗುವ ಕೆಲಸಗಳನ್ನು ಮಾಡಲು ಎಲ್ಲರೂ ಕೈಜೋಡಿಸಬೇಕು. ಶ್ರೀನಿವಾಸಪುರ ಪಟ್ಟಣ ಹೊರವಲಯದಲ್ಲಿ ಕಸದ ಸಮಸ್ಯೆ ಇದ್ದು, ಜಿಲ್ಲಾ ಪಂಚಾಯತ್ ಮುಖಾಂತರ ಕ್ರಮ ಕೈಗೊಳ್ಳಲಾಗುವುದು. ಗ್ರಾಮ ಪಂಚಾಯತಿ ಅಧಿಕಾರಿಗಳು ಗ್ರಾಮಗಳ ಸ್ವಚ್ಛತೆಗೆ ಹೆಚ್ಚಿನ ಗಮನ ನೀಡಬೇಕು. ಪ್ರತಿಯೊಂದು ಗ್ರಾಮದಲ್ಲಿಯೂ ಘನತ್ಯಾಜ್ಯ ವಿಲೇವಾರಿ ಘಟಕ ಸ್ಥಾಪಿಸಬೇಕು.: [421, 844, 651, 949]
story-column: [41, 2146, 276, 2200]
title-main: ಹೇಗಿದೆ: [838, 1235, 923, 1278]
day-label: ಶನಿವಾರ: [1344, 41, 1393, 63]
story-column: [421, 188, 630, 335]
story-body: [1155, 934, 1518, 1054]
lokayukta-meeting-photo: [468, 624, 944, 836]
story-independence-day: [421, 119, 1522, 572]
headline-part: ಮುನ್ನಡೆ: [1433, 1441, 1489, 1465]
paragraph: ಕಟ್ಟಡಗಳು ವಿದ್ಯುತ್ ದೀಪದಿಂದ ಅಲಂಕಾರಗೊಳಿಸಬೇಕು. ಪಥಸಂಚಲನದಲ್ಲಿ ಯಾವುದೇ ಲೋಪವಾಗದಂತೆ ಅಧಿಕಾರಿಗಳು ಕ್ರಮವಹಿಸಬೇಕು ಎಂದು ಸೂಚಿಸಿದರು. ಸಾಂಸ್ಕೃತಿಕ ಹಾಗೂ ಪಥ ಸಂಚಲನಕ್ಕೆ ಮಕ್ಕಳ ತಂಡ ಆಯ್ಕೆ ಮಾಡುವಾಗ ಸರ್ಕಾರಿ ಶಾಲೆಗಳಿಗೆ ಆದ್ಯತೆ ನೀಡಬೇಕು. ಅಂದು ಸಂಜೆ ನಗರದ ಟಿ. ಚನ್ನಯ್ಯ ರಂಗಮಂದಿರದಲ್ಲಿ ನಡೆಯಲಿರುವ ಸಾಂಸ್ಕೃತಿಕ ಕಾರ್ಯಕ್ರಮದ ಸಂಪೂರ್ಣ ಜವಾಬ್ದಾರಿಯನ್ನು ಕನ್ನಡ ಮತ್ತು ಸಂಸ್ಕೃತಿ ಇಲಾಖೆ ವಹಿಸಿಕೊಂಡು ಆಯೋಜಿಸಬೇಕು ಎಂದರು. ದೇಶಕ್ಕಾಗಿ ಮಡಿದ ವೀರ ಯೋಧರ ಕುಟುಂಬದವರನ್ನು ಹಿರಿಯ ಸ್ವಾತಂತ್ರ್ಯ ಹೋರಾಟಗಾರರನ್ನು ಹಾಗೂ ಜಿಲ್ಲೆಯಲ್ಲಿ ಕಳೆದ ಶೈಕ್ಷಣಿಕ ವರ್ಷದಲ್ಲಿ ಎಸ್ಎಸ್ಎಲ್ಸಿ ಮತ್ತು ಪಿಯುಸಿ ಪರೀಕ್ಷೆಗಳಲ್ಲಿ ಅತಿ ಹೆಚ್ಚು ಅಂಕ ಪಡೆದ ವಿದ್ಯಾರ್ಥಿಗಳನ್ನು: [1200, 189, 1351, 400]
table: [44, 371, 406, 441]
story-column: [291, 2094, 526, 2174]
story-column: [940, 2073, 1143, 2140]
date-label: 26 ಜುಲೈ 2025: [1344, 67, 1485, 92]
paragraph: ಶ್ರೀಲಂಕಾದ ಮಹೇಲ ಜಯವರ್ಧನೆ ಅವರ ದಾಖಲೆಯನ್ನು ಸರಿಗಟ್ಟಿದರು. ಇದಲ್ಲದೆ ಭಾರತದ ವಿರುದ್ಧ 12 ಶತಕ ಗಳಿಸಿದ ದಾಖಲೆಯನ್ನು ತಮ್ಮದಾಗಿಸಿಕೊಂಡರು. ಇದು ಇಂಗ್ಲೆಂಡ್ ಆಟಗಾರನೊಬ್ಬ ಭಾರತದ ವಿರುದ್ಧ ಗಳಿಸಿದ ಗರಿಷ್ಠ ಶತಕಗಳು. ಟೆಸ್ಟ್ ಕ್ರಿಕೆಟ್ ನಲ್ಲಿ ಅತಿ ಹೆಚ್ಚು ರನ್ ಗಳಿಸಿದ ಆಟಗಾರರ ಪಟ್ಟಿಯಲ್ಲಿ ರೂಟ್ ಈಗ ಎರಡನೇ ಸ್ಥಾನಕ್ಕೇರಿದ್ದಾರೆ. ಸಚಿನ್ ತೆಂಡೂಲ್ಕರ್ 15921 ರನ್ ಗಳಿಸಿ ಅಗ್ರಸ್ಥಾನದಲ್ಲಿದ್ದಾರೆ. ರೂಟ್ 13409 ರನ್ ಕಲೆಹಾಕಿದ್ದು, ರಿಕಿ ಪಾಂಟಿಂಗ್ (13,378), ಜಾಕ್ ಕಾಲಿಸ್(13,289) ದಾಖಲೆಯನ್ನು ಹಿಂದಿಕ್ಕಿದರು.: [1282, 1481, 1518, 1573]
paragraph: ಜೋ ರೂಟ್(150) ಅವರ ಶತಕದ ಬಲದಿಂದ ಇಂಗ್ಲೆಂಡ್ ತಂಡ 4ನೇ ಟೆಸ್ಟ್ ಪಂದ್ಯದಲ್ಲಿ ಭಾರತದ ವಿರುದ್ಧ ಇನಿಂಗ್ಸ್ ಮುನ್ನಡೆ ಗಳಿಸಿದ್ದು ಪಂದ್ಯದ ಮೇಲೆ ಹಿಡಿತ ಬಿಗಿಗೊಳಿಸಿದೆ. ಓಲ್ಡ್ ಟ್ರಾಫರ್ಡ್ ಕ್ರೀಡಾಂಗಣದಲ್ಲಿ ನಡೆಯುತ್ತಿರುವ ಪಂದ್ಯದ ಮೂರನೇ ದಿನದಾಟದ ಅಂತ್ಯಕ್ಕೆ 2 ವಿಕೆಟ್‌ಗಳಿಗೆ 225 ರನ್‌ಗಳಿಂದ ಮೊದಲ ಇನಿಂಗ್ಸ್ ಮುಂದುವರಿಸಿದ ಆತಿಥೇಯ ತಂಡ 125 ಓವರ್‌ಗಳಲ್ಲಿ 7 ವಿಕೆಟ್ ನಷ್ಟಕ್ಕೆ 544 ರನ್ ಕಲೆಹಾಕಿತು. ಎರಡನೇ ದಿನದಂತ್ಯಕ್ಕೆ ಕ್ರಮವಾಗಿ 20 ಮತ್ತು 11 ರನ್ ಗಳಿಸಿದ್ದ ಓಲಿ ಪೋಪ್ ಮತ್ತು ರೂಟ್ ಮೂರನೇ ದಿನ ಭಾರತೀಯ ಬೌಲರ್‌ಗಳನ್ನು ಇನ್ನಿಲ್ಲದಂತೆ ಕಾಡಿದರು.: [800, 1481, 1032, 1586]
paragraph: ಪಡೆಗಳು ಒಗ್ಗೂಡಿ ಕಾರ್ಯಾಚರಣೆ ನಡೆಸಿದವು. ತಾಂತ್ರಿಕ ಕೌಶಲ್ಯ: ಆಧುನಿಕ ಶಸ್ತ್ರಾಸ್ತ್ರಗಳ ಬಳಕೆ ಮತ್ತು ತಂತ್ರಜ್ಞಾನವನ್ನು ಬಳಸಿಕೊಂಡು ಸೈನಿಕರು ಜಯಗಳಿಸಿದರು. ಕಾರ್ಗಿಲ್ ಯುದ್ಧದಲ್ಲಿ ಭಾಗವಹಿಸಿದ ಸೈನಿಕರು ರಾಷ್ಟ್ರದ ಹೆಮ್ಮೆಯಾಗಿದ್ದಾರೆ. ಭಾರತದ ಮೇಲೆ ಪರಿಣಾಮಗಳು: ಕಾರ್ಗಿಲ್ ಯುದ್ಧವು ಭಾರತದ ರಕ್ಷಣಾ ನೀತಿಯಲ್ಲಿ ಬದಲಾವಣೆಗಳನ್ನು ತಂದಿತು. ಗಡಿ ಭದ್ರತೆಯನ್ನು ಬಲಪಡಿಸಲಾಯಿತು ಮತ್ತು ಸೇನೆಯ ಆಧುನೀಕರಣಕ್ಕೆ ಒತ್ತು ನೀಡಲಾಯಿತು.: [540, 1631, 779, 1713]
story-body: [43, 980, 407, 1092]
headline-part: ಸೈನಿಕರ ಧೈರ್ಯ, ತ್ಯಾಗ,: [337, 1221, 515, 1247]
paragraph: ಮಾಡಬೇಕು. ಆರೋಗ್ಯ ಇಲಾಖೆ ವತಿಯಿಂದ ಆಂಬುಲೆನ್ಸ್ ವ್ಯವಸ್ಥೆ ಜತೆಗೆ ವೈದ್ಯಕೀಯ ಸಿಬ್ಬಂದಿ ನಿಯೋಜಿಸಬೇಕು ಎಂದರು. ಸ್ವಾತಂತ್ರೋತ್ಸವ ಕಾರ್ಯಕ್ರಮಕ್ಕೆ ಬರುವ ಮಕ್ಕಳಿಗೆ ಮತ್ತು ಸಾರ್ವಜನಿಕರಿಗೆ ಸಂಬಂಧಿಸಿದ ಇಲಾಖೆಗಳು ಸೂಕ್ತ ವ್ಯವಸ್ಥೆ ಮಾಡಬೇಕು. ಸಾರಿಗೆ ವ್ಯವಸ್ಥೆ ಹಾಗೂ ಸಮಾರಂಭ ನಡೆಯುವ ಭವನ ಸೇರಿದಂತೆ ಎಲ್ಲಾ ಇಲಾಖೆಗಳ: [825, 420, 999, 498]
box-unit: 10ಗ್ರಾಂ: [1042, 1254, 1079, 1270]
story-column: [540, 2094, 779, 2161]
date-box: [1319, 41, 1493, 99]
story-column: [540, 1630, 779, 1714]
